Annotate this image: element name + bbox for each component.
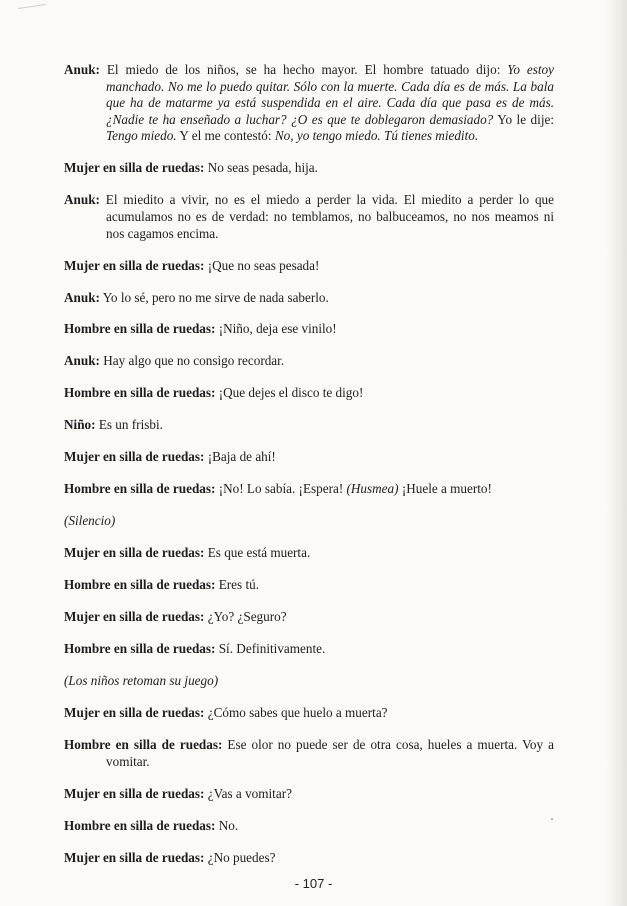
dialogue-text: Eres tú. [215,577,260,593]
dialogue-line [64,449,554,466]
speaker-name: Hombre en silla de ruedas: [64,817,216,833]
speaker-name: Mujer en silla de ruedas: [64,449,205,465]
dialogue-text: ¿No puedes? [204,849,276,865]
speaker-name: Mujer en silla de ruedas: [64,849,205,865]
dialogue-line [64,737,554,770]
speaker-name: Hombre en silla de ruedas: [64,321,216,337]
dialogue-line [64,641,554,658]
dialogue-line [64,481,554,498]
dialogue-line [64,417,554,434]
dialogue-text: Ese olor no puede ser de otra cosa, hueles a muerta. Voy a vomitar. [106,737,554,769]
dialogue-text: El miedo de los niños, se ha hecho mayor. El hombre tatuado dijo: [99,62,508,77]
speaker-name: Mujer en silla de ruedas: [64,160,205,176]
speaker-name: Mujer en silla de ruedas: [64,785,205,801]
dialogue-text: ¡Baja de ahí! [204,449,276,465]
dialogue-italic-text: (Husmea) [346,481,399,497]
corner-mark [18,4,46,9]
speaker-name: Niño: [64,417,96,433]
speaker-name: Mujer en silla de ruedas: [64,705,205,721]
speaker-name: Hombre en silla de ruedas: [64,481,216,497]
page-edge-shadow [605,0,627,906]
speaker-name: Mujer en silla de ruedas: [64,609,205,625]
dialogue-text: Es que está muerta. [204,545,311,561]
dialogue-line [64,609,554,626]
speaker-name: Anuk: [64,353,100,369]
dialogue-text: Yo lo sé, pero no me sirve de nada saberlo. [99,289,329,305]
dialogue-text: ¿Yo? ¿Seguro? [204,609,287,625]
speaker-name: Mujer en silla de ruedas: [64,257,205,273]
dialogue-text: El miedito a vivir, no es el miedo a perder la vida. El miedito a perder lo que acumulamos no es de verdad: no temblamos, no balbuceamos, no nos meamos ni nos cagamos encima. [99,192,554,241]
speaker-name: Anuk: [64,289,100,305]
dialogue-line [64,192,554,242]
speaker-name: Hombre en silla de ruedas: [64,737,223,753]
page-number: - 107 - [294,876,333,891]
dialogue-text: ¡Niño, deja ese vinilo! [215,321,337,337]
dialogue-line [64,321,554,338]
dialogue-text: Es un frisbi. [95,417,163,433]
dialogue-text: ¡Huele a muerto! [398,481,492,497]
dialogue-line [64,786,554,803]
dialogue-line [64,290,554,307]
dialogue-line [64,62,554,145]
speaker-name: Anuk: [64,192,100,208]
dialogue-text: No. [215,817,239,833]
dialogue-line [64,850,554,867]
dialogue-text: Yo le dije: [493,111,554,127]
speaker-name: Hombre en silla de ruedas: [64,577,216,593]
script-body [64,62,554,882]
dialogue-italic-text: Tengo miedo. [106,128,177,144]
dialogue-line [64,705,554,722]
dialogue-text: ¿Vas a vomitar? [204,785,292,801]
dialogue-line [64,577,554,594]
dialogue-italic-text: Yo estoy manchado. No me lo puedo quitar. Sólo con la muerte. Cada día es de más. La bala que ha de matarme ya está suspendida en el aire. Cada día que pasa es de más. ¿Nadie te ha enseñado a luchar? ¿O es que te doblegaron demasiado? [106,62,554,127]
dialogue-text: Y el me contestó: [176,128,275,144]
dialogue-line [64,385,554,402]
dialogue-text: Sí. Definitivamente. [215,641,326,657]
speaker-name: Anuk: [64,62,100,77]
dialogue-line [64,160,554,177]
stage-direction: (Silencio) [64,513,116,529]
dialogue-text: ¡Que dejes el disco te digo! [215,385,364,401]
speaker-name: Hombre en silla de ruedas: [64,641,216,657]
dialogue-text: Hay algo que no consigo recordar. [99,353,285,369]
dialogue-line [64,353,554,370]
speaker-name: Hombre en silla de ruedas: [64,385,216,401]
stage-direction: (Los niños retoman su juego) [64,673,219,689]
dialogue-line [64,258,554,275]
speaker-name: Mujer en silla de ruedas: [64,545,205,561]
dialogue-line [64,545,554,562]
dialogue-text: ¡No! Lo sabía. ¡Espera! [215,481,347,497]
dialogue-text: ¡Que no seas pesada! [204,257,320,273]
dialogue-italic-text: No, yo tengo miedo. Tú tienes miedito. [274,128,479,144]
paper-speck [551,818,553,820]
dialogue-text: ¿Cómo sabes que huelo a muerta? [204,705,388,721]
dialogue-line [64,818,554,835]
dialogue-text: No seas pesada, hija. [204,160,318,176]
